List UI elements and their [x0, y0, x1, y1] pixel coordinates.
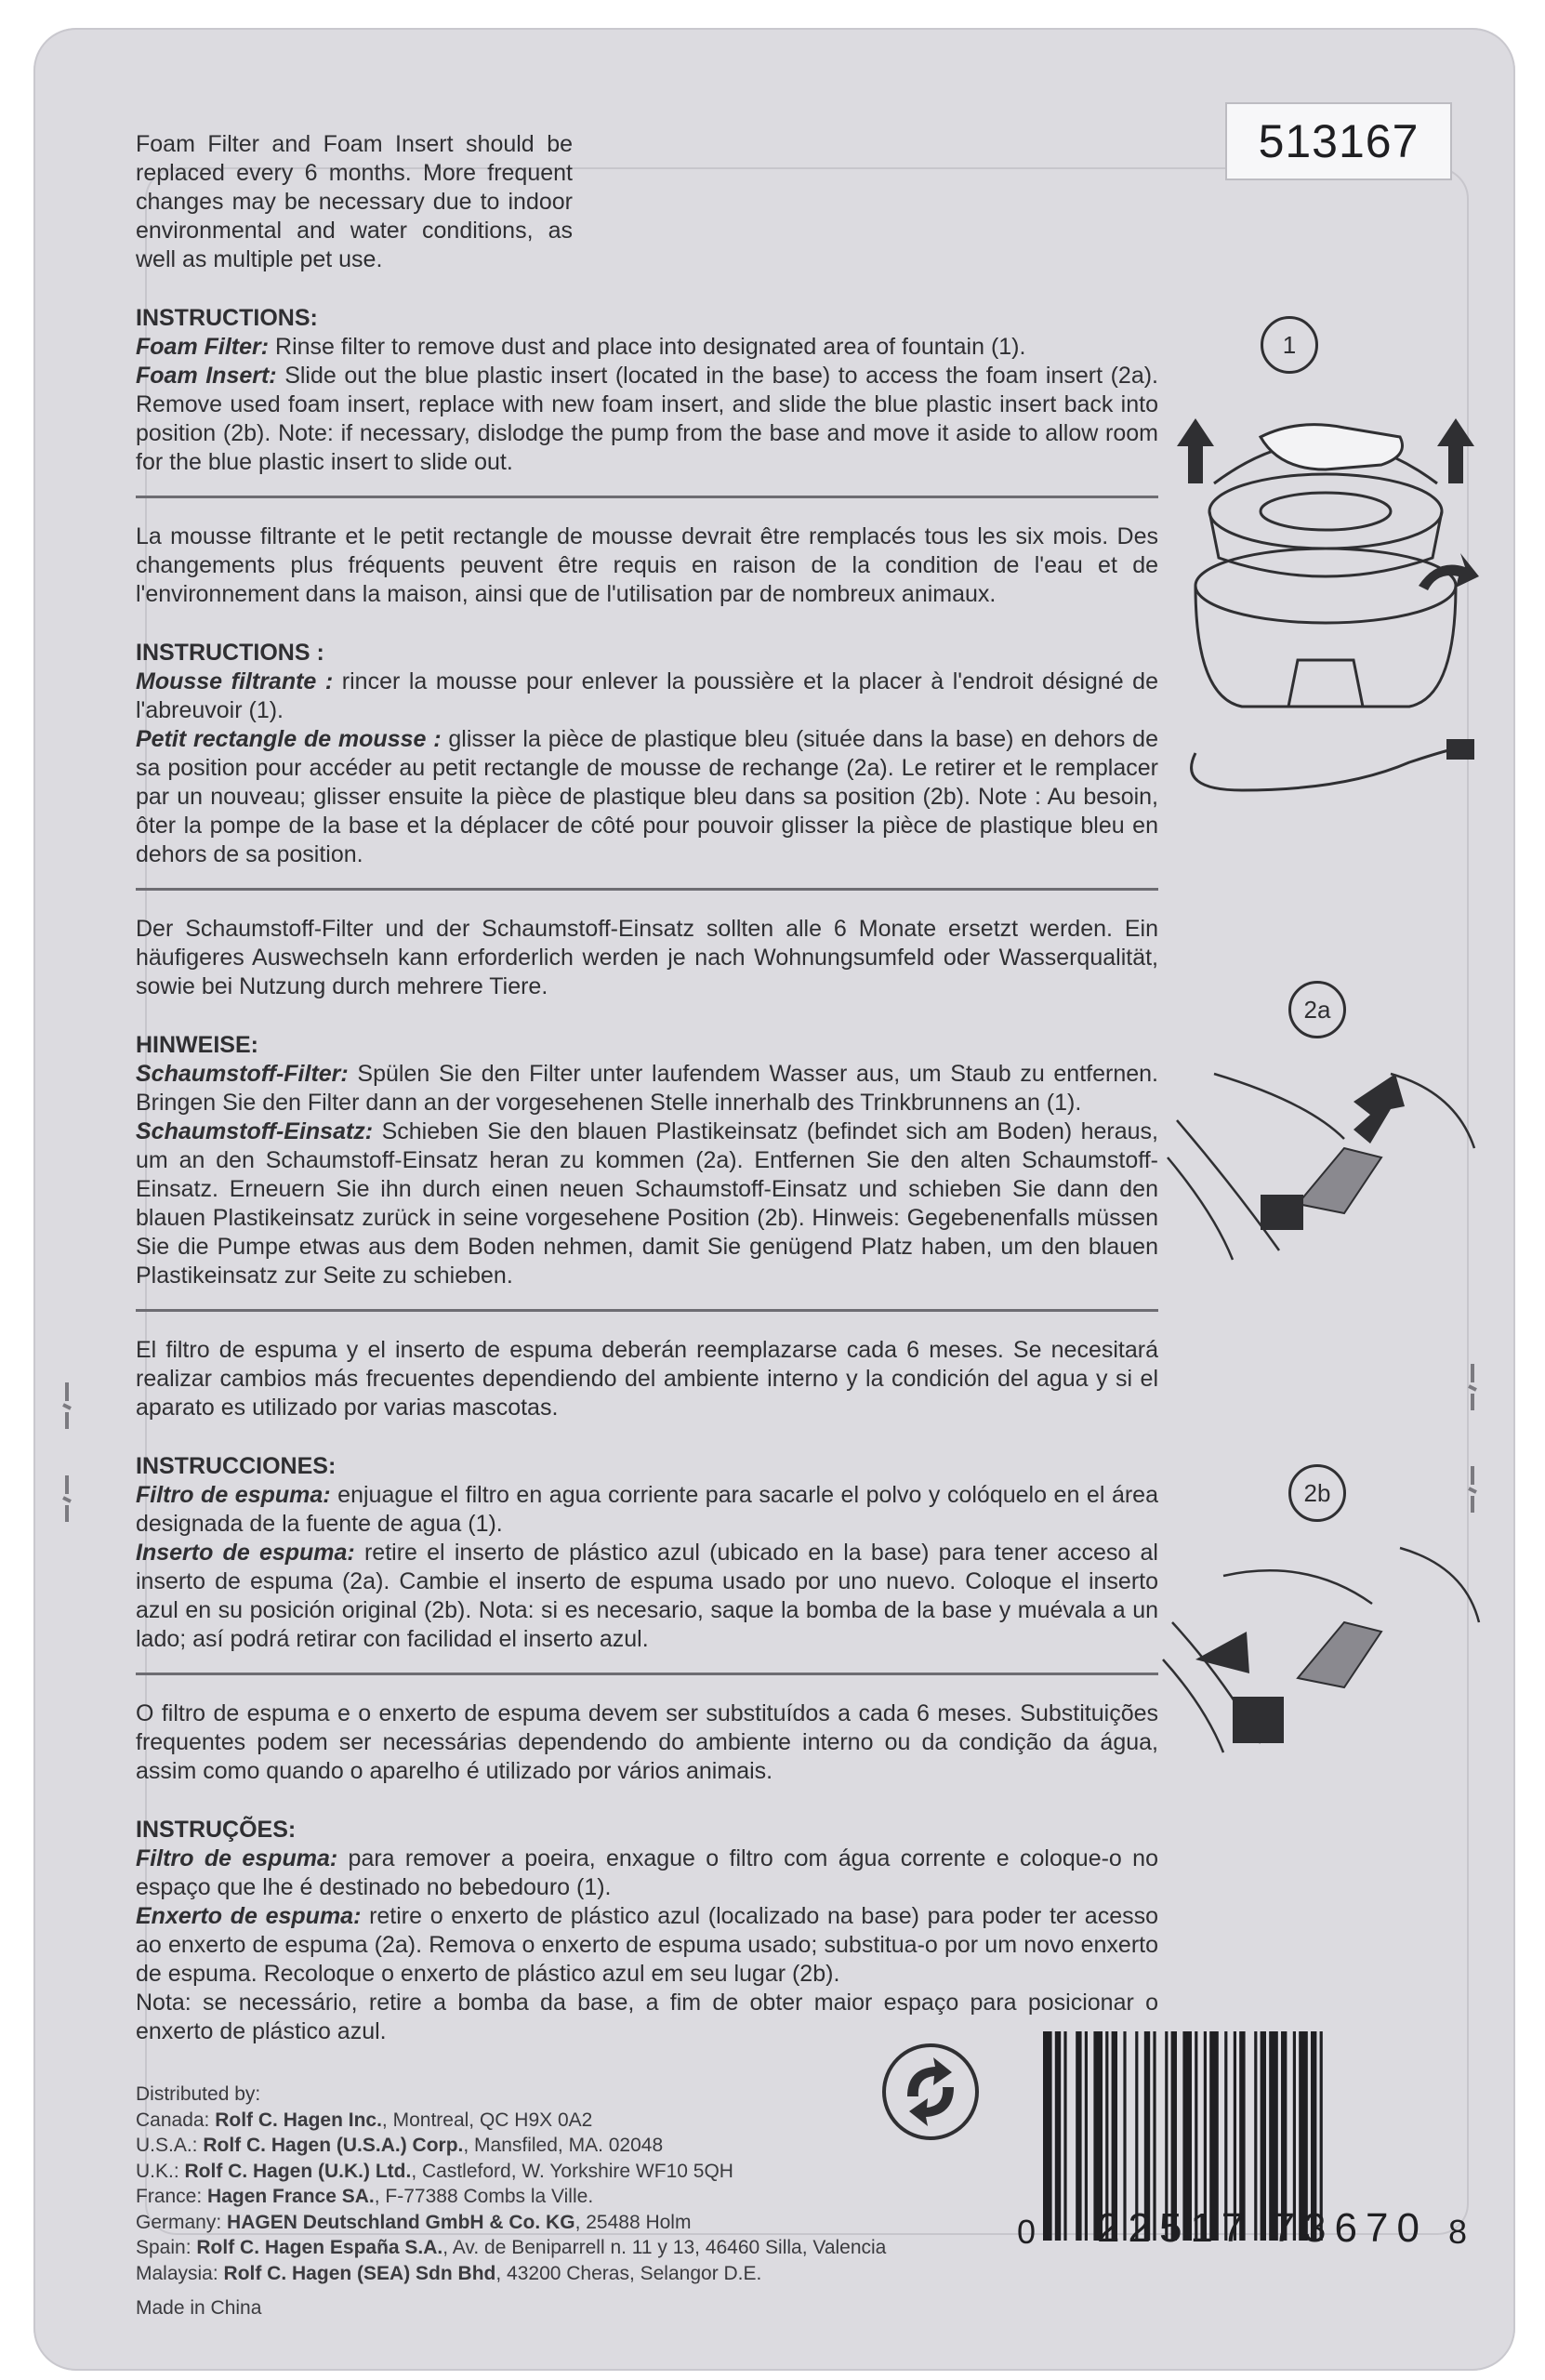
- section-intro: Foam Filter and Foam Insert should be replaced every 6 months. More frequent changes may be necessary due to indoor environmental and water conditions, as well as multiple pet use.: [136, 131, 573, 272]
- distributor-address: , Castleford, W. Yorkshire WF10 5QH: [411, 2160, 733, 2182]
- item-label: Schaumstoff-Filter:: [136, 1061, 349, 1087]
- step-2a-badge: 2a: [1288, 981, 1346, 1038]
- distributor-country: U.S.A.:: [136, 2135, 204, 2156]
- distributor-address: , 25488 Holm: [574, 2211, 692, 2233]
- distributor-address: , 43200 Cheras, Selangor D.E.: [495, 2262, 762, 2284]
- item-text: Rinse filter to remove dust and place into designated area of fountain (1).: [269, 334, 1026, 360]
- recycle-icon: [879, 2041, 982, 2143]
- distributor-row: [136, 2133, 1158, 2159]
- distributor-address: , Mansfiled, MA. 02048: [463, 2135, 664, 2156]
- item-label: Enxerto de espuma:: [136, 1903, 362, 1929]
- distributor-company: Hagen France SA.: [207, 2186, 375, 2207]
- barcode-right-digit: 8: [1448, 2213, 1468, 2251]
- item-label: Foam Filter:: [136, 334, 270, 360]
- distributor-company: Rolf C. Hagen Inc.: [215, 2109, 382, 2131]
- item-text: Schieben Sie den blauen Plastikeinsatz (befindet sich am Boden) heraus, um an den Schaumstoff-Einsatz heran zu kommen (2a). Entfernen Sie den alten Schaumstoff-Einsatz. Erneuern Sie ihn durch einen neuen Schaumstoff-Einsatz und schieben Sie dann den blauen Plastikeinsatz zurück in seine vorgesehene Position (2b). Hinweis: Gegebenenfalls müssen Sie die Pumpe etwas aus dem Boden nehmen, damit Sie genügend Platz haben, um den blauen Plastikeinsatz zur Seite zu schieben.: [136, 1118, 1158, 1289]
- insert-removal-illustration: [1158, 1037, 1493, 1278]
- hand-icon: [1261, 425, 1403, 469]
- section-english: [136, 130, 1158, 498]
- distributor-row: [136, 2108, 1158, 2134]
- item-foam-insert: [136, 362, 1158, 477]
- package-card: [33, 28, 1515, 2371]
- clip-icon: [1465, 1362, 1480, 1412]
- section-heading: INSTRUCCIONES:: [136, 1453, 337, 1479]
- item-text: glisser la pièce de plastique bleu (située dans la base) en dehors de sa position pour accéder au petit rectangle de mousse de rechange (2a). Le retirer et le remplacer par un nouveau; glisser ensuite la pièce de plastique bleu dans sa position (2b). Note : Au besoin, ôter la pompe de la base et la déplacer de côté pour pouvoir glisser la pièce de plastique bleu en dehors de sa position.: [136, 726, 1158, 867]
- distributor-row: [136, 2184, 1158, 2210]
- step-2b-badge: 2b: [1288, 1464, 1346, 1522]
- distributor-row: [136, 2235, 1158, 2261]
- item-enxerto-espuma: [136, 1902, 1158, 1989]
- pump-icon: [1261, 1195, 1303, 1230]
- distributors-block: [136, 2082, 1158, 2321]
- item-foam-filter: [136, 333, 1158, 362]
- insert-replacement-illustration: [1158, 1520, 1493, 1762]
- clip-icon: [1465, 1464, 1480, 1514]
- section-intro: O filtro de espuma e o enxerto de espuma devem ser substituídos a cada 6 meses. Substituições frequentes podem ser necessárias dependendo do ambiente interno ou da condição da água, assim como quando o aparelho é utilizado por vários animais.: [136, 1700, 1158, 1784]
- item-text: retire el inserto de plástico azul (ubicado en la base) para tener acceso al inserto de espuma (2a). Cambie el inserto de espuma usado por uno nuevo. Coloque el inserto azul en su posición original (2b). Nota: si es necesario, saque la bomba de la base y muévala a un lado; así podrá retirar con facilidad el inserto azul.: [136, 1540, 1158, 1652]
- item-inserto-espuma: [136, 1539, 1158, 1654]
- section-heading: HINWEISE:: [136, 1032, 258, 1058]
- item-text: para remover a poeira, enxague o filtro com água corrente e coloque-o no espaço que lhe é destinado no bebedouro (1).: [136, 1845, 1158, 1900]
- item-text: enjuague el filtro en agua corriente para sacarle el polvo y colóquelo en el área designada de la fuente de agua (1).: [136, 1482, 1158, 1537]
- distributor-company: Rolf C. Hagen (SEA) Sdn Bhd: [223, 2262, 496, 2284]
- section-heading: INSTRUCTIONS:: [136, 305, 318, 331]
- section-german: [136, 915, 1158, 1312]
- item-label: Petit rectangle de mousse :: [136, 726, 442, 752]
- section-portuguese: [136, 1699, 1158, 2065]
- section-french: [136, 522, 1158, 891]
- pointing-arrow-icon: [1195, 1632, 1249, 1673]
- foam-insert-icon: [1233, 1697, 1284, 1743]
- clip-icon: [59, 1381, 74, 1431]
- item-mousse-filtrante: [136, 668, 1158, 725]
- distributor-company: Rolf C. Hagen (U.K.) Ltd.: [184, 2160, 412, 2182]
- item-note: Nota: se necessário, retire a bomba da base, a fim de obter maior espaço para posicionar o enxerto de plástico azul.: [136, 1990, 1158, 2044]
- barcode-bar: [1043, 2031, 1052, 2241]
- item-label: Foam Insert:: [136, 363, 277, 389]
- distributor-country: U.K.:: [136, 2160, 185, 2182]
- section-heading: INSTRUCTIONS :: [136, 640, 324, 666]
- item-filtro-espuma: [136, 1481, 1158, 1539]
- distributor-company: Rolf C. Hagen (U.S.A.) Corp.: [203, 2135, 464, 2156]
- section-intro: El filtro de espuma y el inserto de espuma deberán reemplazarse cada 6 meses. Se necesitará realizar cambios más frecuentes dependiendo del ambiente interno y la condición del agua y si el aparato es utilizado por varias mascotas.: [136, 1337, 1158, 1421]
- item-petit-rectangle: [136, 725, 1158, 869]
- distributor-row: [136, 2210, 1158, 2236]
- section-spanish: [136, 1336, 1158, 1675]
- instructions-text: [136, 130, 1158, 2321]
- clip-icon: [59, 1474, 74, 1524]
- item-text: retire o enxerto de plástico azul (localizado na base) para poder ter acesso ao enxerto de espuma (2a). Remova o enxerto de espuma usado; substitua-o por um novo enxerto de espuma. Recoloque o enxerto de plástico azul em seu lugar (2b).: [136, 1903, 1158, 1987]
- barcode-bar: [1076, 2031, 1081, 2241]
- section-heading: INSTRUÇÕES:: [136, 1817, 297, 1843]
- barcode-number: 22517 73670: [1097, 2205, 1428, 2251]
- distributor-country: France:: [136, 2186, 208, 2207]
- barcode-bar: [1063, 2031, 1066, 2241]
- distributor-address: , Montreal, QC H9X 0A2: [381, 2109, 593, 2131]
- distributor-company: Rolf C. Hagen España S.A.: [196, 2237, 443, 2258]
- distributor-country: Malaysia:: [136, 2262, 224, 2284]
- item-text: rincer la mousse pour enlever la poussière et la placer à l'endroit désigné de l'abreuvoir (1).: [136, 668, 1158, 723]
- sku-label: 513167: [1225, 102, 1452, 180]
- pointing-arrow-icon: [1354, 1074, 1405, 1144]
- item-label: Schaumstoff-Einsatz:: [136, 1118, 374, 1144]
- item-filtro-espuma-pt: [136, 1844, 1158, 1902]
- distributor-address: , Av. de Beniparrell n. 11 y 13, 46460 Silla, Valencia: [442, 2237, 887, 2258]
- item-label: Filtro de espuma:: [136, 1845, 338, 1871]
- item-label: Filtro de espuma:: [136, 1482, 331, 1508]
- distributor-company: HAGEN Deutschland GmbH & Co. KG: [227, 2211, 575, 2233]
- barcode-left-digit: 0: [1017, 2213, 1037, 2251]
- distributor-address: , F-77388 Combs la Ville.: [374, 2186, 594, 2207]
- distributed-by-label: Distributed by:: [136, 2083, 261, 2105]
- section-intro: La mousse filtrante et le petit rectangle de mousse devrait être remplacés tous les six mois. Des changements plus fréquents peuvent être requis en raison de la condition de l'eau et de l'environnement dans la maison, ainsi que de l'utilisation par de nombreux animaux.: [136, 523, 1158, 607]
- item-text: Spülen Sie den Filter unter laufendem Wasser aus, um Staub zu entfernen. Bringen Sie den Filter dann an der vorgesehenen Stelle innerhalb des Trinkbrunnens an (1).: [136, 1061, 1158, 1116]
- barcode-bar: [1055, 2031, 1061, 2241]
- plug-icon: [1446, 739, 1474, 760]
- made-in-label: Made in China: [136, 2297, 262, 2319]
- barcode-bar: [1085, 2031, 1088, 2241]
- item-label: Mousse filtrante :: [136, 668, 334, 694]
- distributor-row: [136, 2159, 1158, 2185]
- distributor-row: [136, 2261, 1158, 2287]
- fountain-illustration: [1158, 381, 1493, 818]
- item-label: Inserto de espuma:: [136, 1540, 355, 1566]
- item-schaumstoff-einsatz: [136, 1117, 1158, 1290]
- distributor-country: Canada:: [136, 2109, 216, 2131]
- item-schaumstoff-filter: [136, 1060, 1158, 1117]
- section-intro: Der Schaumstoff-Filter und der Schaumstoff-Einsatz sollten alle 6 Monate ersetzt werden. Ein häufigeres Auswechseln kann erforderlich werden je nach Wohnungsumfeld oder Wasserqualität, sowie bei Nutzung durch mehrere Tiere.: [136, 916, 1158, 999]
- distributor-country: Germany:: [136, 2211, 228, 2233]
- item-text: Slide out the blue plastic insert (located in the base) to access the foam insert (2a). Remove used foam insert, replace with new foam insert, and slide the blue plastic insert back into position (2b). Note: if necessary, dislodge the pump from the base and move it aside to allow room for the blue plastic insert to slide out.: [136, 363, 1158, 475]
- step-1-badge: 1: [1261, 316, 1318, 374]
- distributor-country: Spain:: [136, 2237, 197, 2258]
